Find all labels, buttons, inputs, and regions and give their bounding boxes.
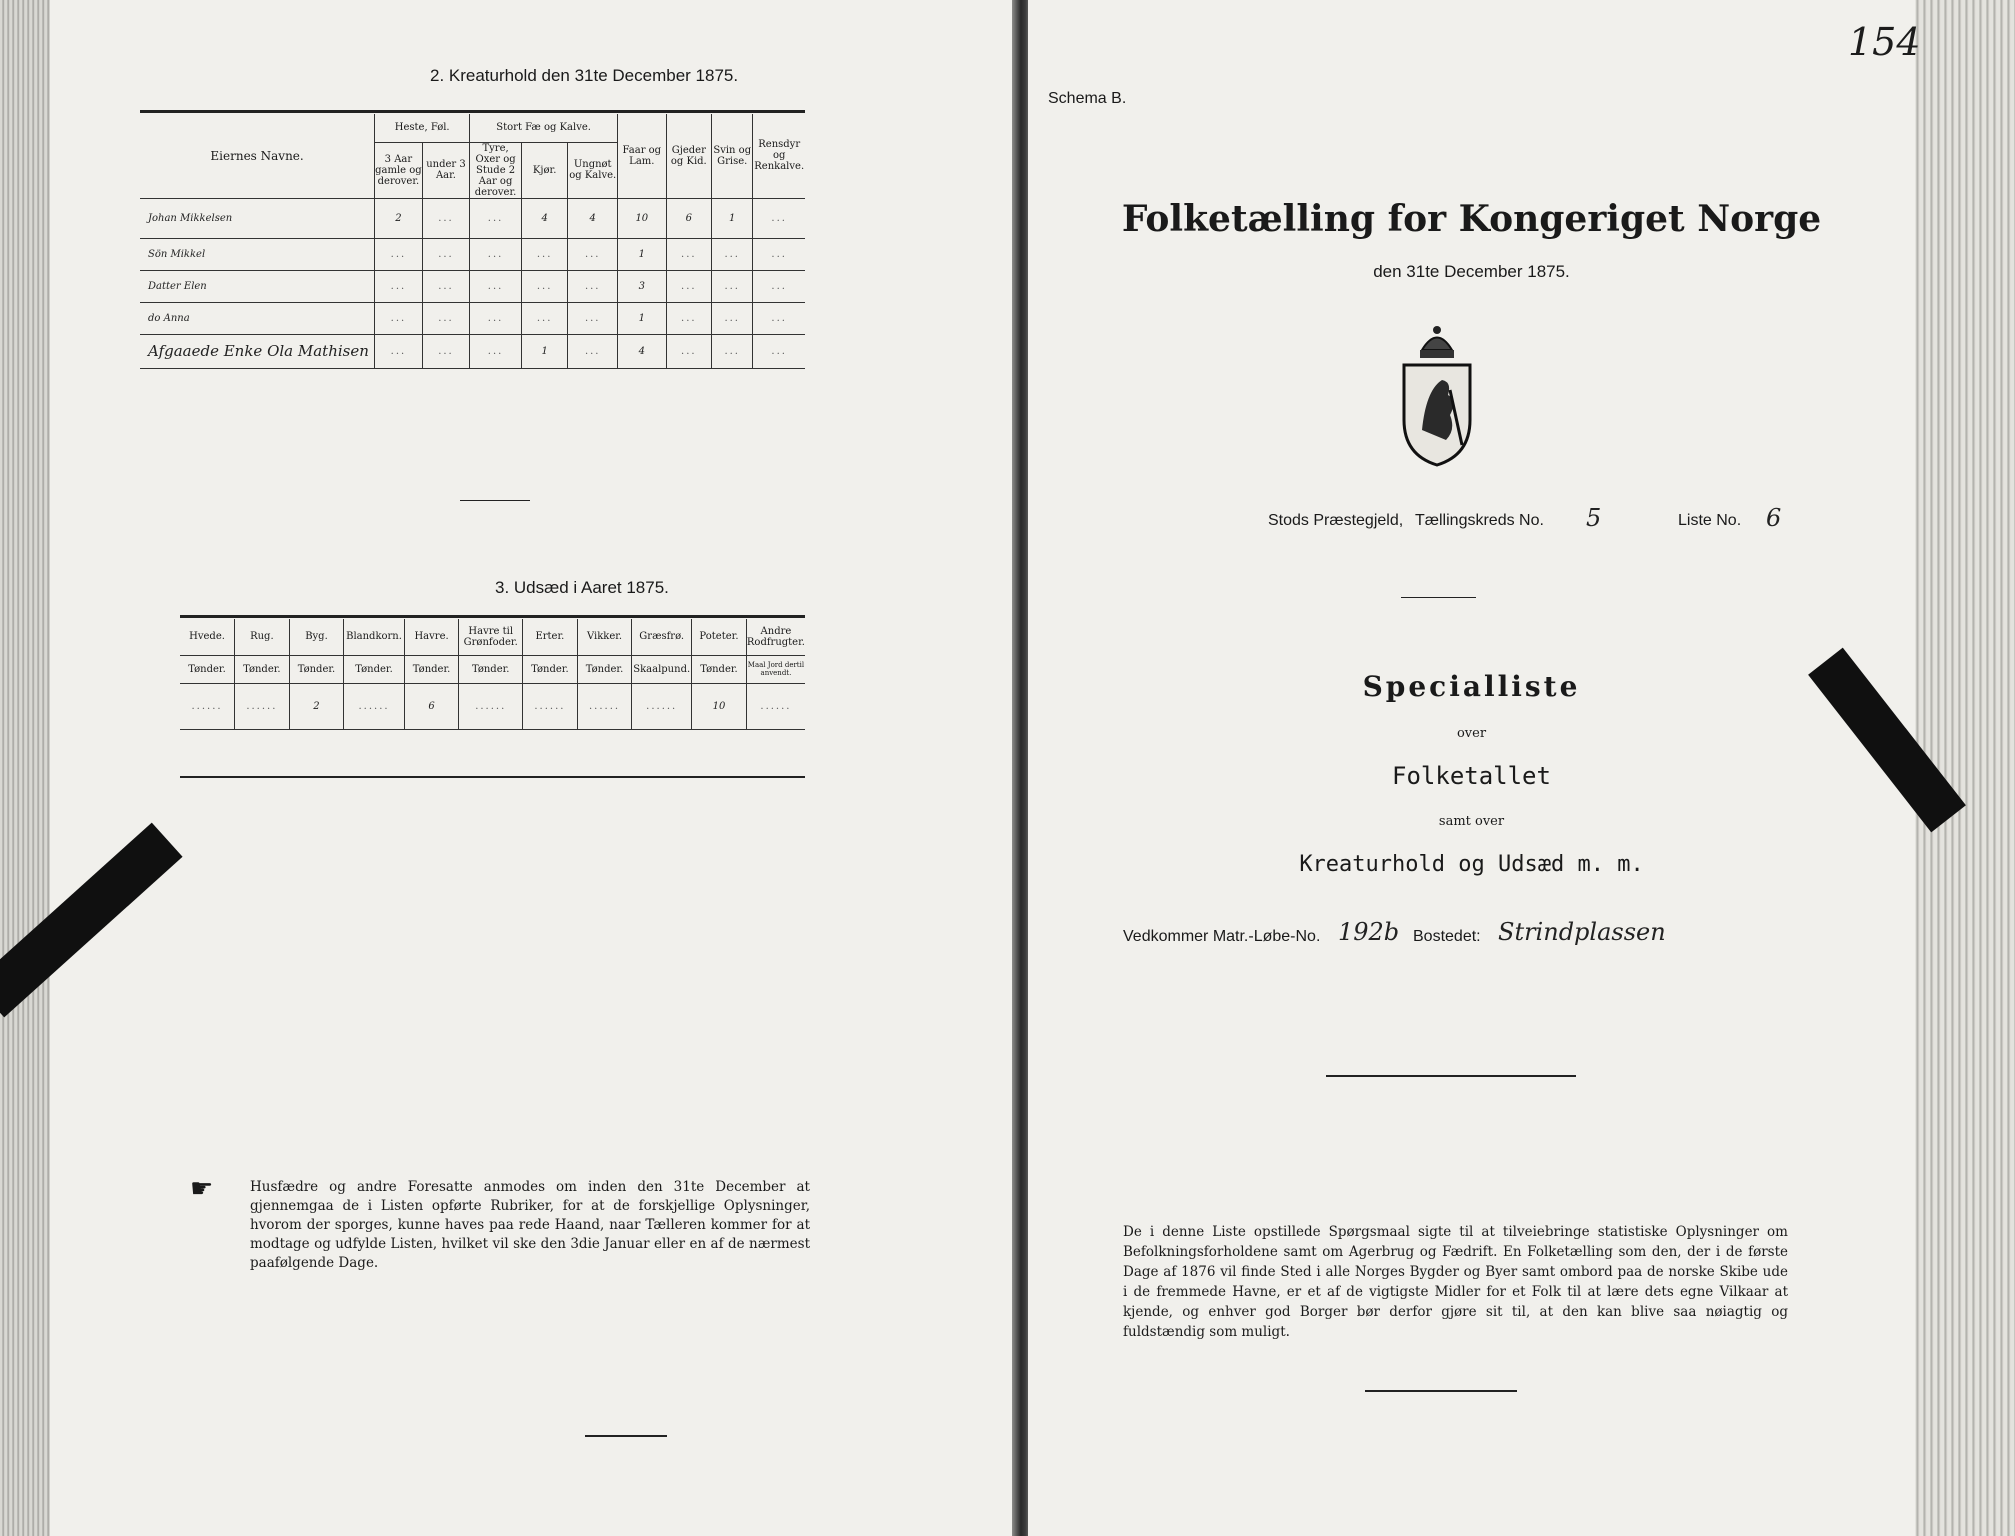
cell: ... [753,334,805,368]
unit-header: Maal Jord dertil anvendt. [746,655,805,683]
crop-header: Hvede. [180,619,235,655]
unit-header: Tønder. [523,655,578,683]
unit-header: Skaalpund. [632,655,692,683]
col-header-cows: Kjør. [521,142,568,198]
cell: ... [712,270,753,302]
cell: ... [521,270,568,302]
section2-title: 2. Kreaturhold den 31te December 1875. [430,66,739,85]
table-row [140,238,805,270]
cell: ... [470,270,522,302]
col-header-calves: Ungnøt og Kalve. [568,142,618,198]
col-header-horses-old: 3 Aar gamle og derover. [375,142,423,198]
cell: ... [568,238,618,270]
district-value: 5 [1586,504,1602,532]
matr-label: Vedkommer Matr.-Løbe-No. [1123,928,1321,945]
cell: ...... [746,683,805,729]
bosted-value: Strindplassen [1498,918,1666,946]
unit-header: Tønder. [235,655,290,683]
bosted-label: Bostedet: [1413,928,1481,945]
cell: ... [666,270,711,302]
page-number: 154 [1848,20,1921,64]
owner-name: Afgaaede Enke Ola Mathisen [140,334,375,368]
schema-label: Schema B. [1048,90,1127,107]
crop-header: Rug. [235,619,290,655]
heading-folketallet: Folketallet [1392,762,1551,790]
pointing-hand-icon: ☛ [190,1174,214,1204]
cell: ... [712,238,753,270]
crop-header: Erter. [523,619,578,655]
divider [180,615,805,618]
cell: ...... [577,683,632,729]
cell: 10 [692,683,747,729]
cell: ... [712,302,753,334]
cell: 6 [666,198,711,238]
cell: ... [753,198,805,238]
divider [1401,597,1476,598]
group-header-cattle: Stort Fæ og Kalve. [470,114,618,142]
owner-name: do Anna [140,302,375,334]
unit-header: Tønder. [692,655,747,683]
parish-label: Stods Præstegjeld, [1268,512,1404,529]
owner-header: Eiernes Navne. [140,114,375,198]
cell: ...... [523,683,578,729]
cell: ... [470,334,522,368]
owner-name: Datter Elen [140,270,375,302]
footer-text: De i denne Liste opstillede Spørgsmaal sigte til at tilveiebringe statistiske Oplysninger om Befolkningsforholdene samt om Agerbrug og Fædrift. En Folketælling som den, der i de første Dage af 1876 vil finde Sted i alle Norges Bygder og Byer samt ombord paa de norske Skibe ude i de fremmede Havne, er et af de vigtigste Midler for et Folk til at lære dets egne Vilkaar at kjende, og enhver god Borger bør derfor gjøre sit til, at den kan blive saa nøiagtig og fuldstændig som muligt. [1123,1224,1788,1340]
heading-specialliste: Specialliste [1362,670,1581,703]
cell: 4 [618,334,667,368]
divider [460,500,530,501]
section3-title: 3. Udsæd i Aaret 1875. [495,578,669,597]
crop-header: Poteter. [692,619,747,655]
cell: ... [666,238,711,270]
page-edges-left [0,0,52,1536]
crop-header: Andre Rodfrugter. [746,619,805,655]
cell: ...... [235,683,290,729]
unit-header: Tønder. [577,655,632,683]
cell: 2 [375,198,423,238]
seed-table [180,619,805,730]
cell: ... [568,270,618,302]
divider [140,110,805,113]
cell: ... [666,334,711,368]
unit-header: Tønder. [459,655,523,683]
district-label: Tællingskreds No. [1415,512,1544,529]
table-row [140,198,805,238]
cell: 1 [712,198,753,238]
divider [180,776,805,778]
right-page [1028,0,1921,1536]
cell: ... [521,238,568,270]
coat-of-arms-emblem [1392,320,1482,470]
unit-header: Tønder. [404,655,459,683]
cell: 3 [618,270,667,302]
crop-header: Byg. [289,619,344,655]
cell: ... [422,238,470,270]
cell: 4 [568,198,618,238]
cell: ... [521,302,568,334]
cell: 1 [618,302,667,334]
crop-header: Græsfrø. [632,619,692,655]
cell: 2 [289,683,344,729]
col-header-bulls: Tyre, Oxer og Stude 2 Aar og derover. [470,142,522,198]
divider [585,1435,667,1437]
cell: ... [568,334,618,368]
cell: 1 [521,334,568,368]
cell: ... [375,238,423,270]
cell: 10 [618,198,667,238]
cell: ... [375,302,423,334]
cell: ...... [180,683,235,729]
cell: ... [375,270,423,302]
unit-header: Tønder. [344,655,404,683]
notice-text: Husfædre og andre Foresatte anmodes om inden den 31te December at gjennemgaa de i Listen opførte Rubriker, for at de forskjellige Oplysninger, hvorom der sporges, kunne haves paa rede Haand, naar Tælleren kommer for at modtage og udfylde Listen, hvilket vil ske den 3die Januar eller en af de nærmest paafølgende Dage. [250,1179,810,1271]
table-row [140,302,805,334]
crop-header: Blandkorn. [344,619,404,655]
table-row [180,683,805,729]
cell: ... [422,270,470,302]
owner-name: Johan Mikkelsen [140,198,375,238]
cell: ... [422,302,470,334]
cell: ... [666,302,711,334]
over-text: over [1456,726,1487,741]
cell: 4 [521,198,568,238]
col-header-reindeer: Rensdyr og Renkalve. [753,114,805,198]
heading-kreaturhold: Kreaturhold og Udsæd m. m. [1299,852,1644,877]
col-header-goats: Gjeder og Kid. [666,114,711,198]
cell: ...... [344,683,404,729]
livestock-table [140,114,805,369]
cell: ...... [459,683,523,729]
crop-header: Havre til Grønfoder. [459,619,523,655]
main-title: Folketælling for Kongeriget Norge [1121,198,1822,240]
cell: ... [375,334,423,368]
cell: ...... [632,683,692,729]
cell: ... [422,334,470,368]
cell: 6 [404,683,459,729]
unit-header: Tønder. [180,655,235,683]
matr-value: 192b [1338,918,1400,946]
cell: ... [753,238,805,270]
over-text-2: samt over [1438,814,1505,829]
crop-header: Vikker. [577,619,632,655]
group-header-horses: Heste, Føl. [375,114,470,142]
cell: ... [753,270,805,302]
table-row [140,334,805,368]
cell: 1 [618,238,667,270]
cell: ... [568,302,618,334]
col-header-pigs: Svin og Grise. [712,114,753,198]
list-value: 6 [1766,504,1782,532]
unit-header: Tønder. [289,655,344,683]
divider [1326,1075,1576,1077]
col-header-horses-young: under 3 Aar. [422,142,470,198]
crop-header: Havre. [404,619,459,655]
cell: ... [753,302,805,334]
cell: ... [470,198,522,238]
col-header-sheep: Faar og Lam. [618,114,667,198]
cell: ... [712,334,753,368]
cell: ... [470,302,522,334]
table-row [140,270,805,302]
left-page [50,0,1015,1536]
owner-name: Sön Mikkel [140,238,375,270]
divider [1365,1390,1517,1392]
list-label: Liste No. [1678,512,1742,529]
date-line: den 31te December 1875. [1373,262,1570,281]
cell: ... [470,238,522,270]
cell: ... [422,198,470,238]
